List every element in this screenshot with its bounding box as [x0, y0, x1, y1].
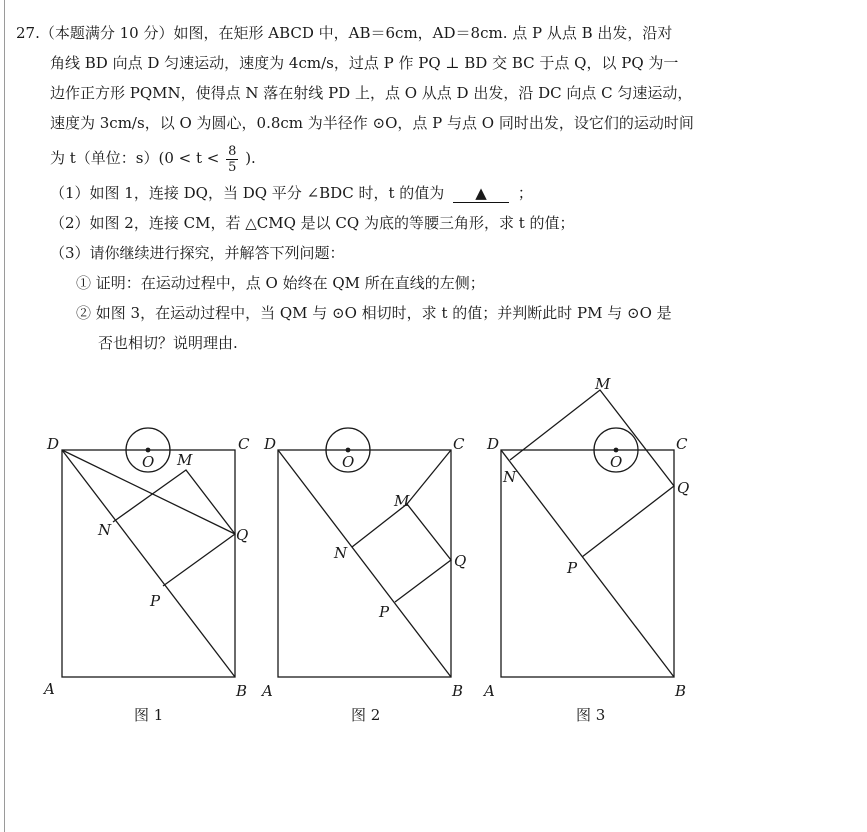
fig1-label-o: O	[142, 453, 155, 471]
fig2-label-b: B	[452, 682, 464, 700]
problem-line-1: 27.（本题满分 10 分）如图，在矩形 ABCD 中，AB＝6cm，AD＝8cm. 点 P 从点 B 出发，沿对	[16, 24, 673, 42]
fig3-center-dot	[614, 448, 619, 453]
fig2-label-m: M	[394, 492, 410, 510]
fraction-denominator: 5	[228, 159, 237, 175]
fig3-label-q: Q	[677, 479, 690, 497]
question-3-part-2-cont: 否也相切？说明理由.	[98, 334, 238, 352]
fig1-caption: 图 1	[134, 706, 164, 724]
question-2: （2）如图 2，连接 CM，若 △CMQ 是以 CQ 为底的等腰三角形，求 t 的值；	[50, 214, 575, 232]
time-range-prefix: 为 t（单位：s）(0 < t <	[50, 149, 220, 167]
fig1-label-m: M	[177, 451, 193, 469]
figure-2	[278, 428, 451, 677]
fig3-label-a: A	[484, 682, 495, 700]
fig2-caption: 图 2	[351, 706, 381, 724]
fig2-label-o: O	[342, 453, 355, 471]
question-1-text: （1）如图 1，连接 DQ，当 DQ 平分 ∠BDC 时，t 的值为	[50, 184, 445, 202]
fig1-square-pqmn	[113, 470, 235, 586]
fig3-label-d: D	[487, 435, 500, 453]
question-3-part-1: ① 证明：在运动过程中，点 O 始终在 QM 所在直线的左侧；	[76, 274, 485, 292]
fig1-label-b: B	[236, 682, 248, 700]
fig3-label-n: N	[503, 468, 517, 486]
fig3-label-b: B	[675, 682, 687, 700]
fig1-diagonal-bd	[62, 450, 235, 677]
fig3-label-p: P	[567, 559, 578, 577]
fig2-label-d: D	[264, 435, 277, 453]
fraction-numerator: 8	[228, 143, 237, 159]
problem-line-2: 角线 BD 向点 D 匀速运动，速度为 4cm/s，过点 P 作 PQ ⊥ BD 交 BC 于点 Q，以 PQ 为一	[50, 54, 679, 72]
fig1-label-c: C	[238, 435, 250, 453]
fig1-center-dot	[146, 448, 151, 453]
fig1-label-p: P	[150, 592, 161, 610]
fig1-label-a: A	[44, 680, 55, 698]
problem-line-3: 边作正方形 PQMN，使得点 N 落在射线 PD 上，点 O 从点 D 出发，沿 DC 向点 C 匀速运动，	[50, 84, 693, 102]
answer-blank[interactable]: ▲	[453, 184, 509, 203]
fig3-diagonal-bd	[501, 450, 674, 677]
question-3: （3）请你继续进行探究，并解答下列问题：	[50, 244, 345, 262]
time-range-suffix: ).	[245, 149, 256, 167]
figure-3	[501, 390, 674, 677]
fig2-segment-cm	[407, 450, 451, 504]
fig3-square-pqmn	[510, 390, 674, 557]
fig2-center-dot	[346, 448, 351, 453]
question-3-part-2: ② 如图 3，在运动过程中，当 QM 与 ⊙O 相切时，求 t 的值；并判断此时 PM 与 ⊙O 是	[76, 304, 672, 322]
fig2-label-a: A	[262, 682, 273, 700]
fig2-square-pqmn	[352, 504, 451, 602]
problem-line-4: 速度为 3cm/s，以 O 为圆心，0.8cm 为半径作 ⊙O，点 P 与点 O 同时出发，设它们的运动时间	[50, 114, 694, 132]
fig2-label-n: N	[334, 544, 348, 562]
fig1-label-d: D	[47, 435, 60, 453]
fig2-diagonal-bd	[278, 450, 451, 677]
fig2-label-c: C	[453, 435, 465, 453]
fig1-label-n: N	[98, 521, 112, 539]
fig3-caption: 图 3	[576, 706, 606, 724]
fig2-label-p: P	[379, 603, 390, 621]
fig3-label-o: O	[610, 453, 623, 471]
fig2-label-q: Q	[454, 552, 467, 570]
question-1-end: ；	[517, 184, 533, 202]
fig1-label-q: Q	[236, 526, 249, 544]
fig3-label-c: C	[676, 435, 688, 453]
fig3-label-m: M	[595, 375, 611, 393]
